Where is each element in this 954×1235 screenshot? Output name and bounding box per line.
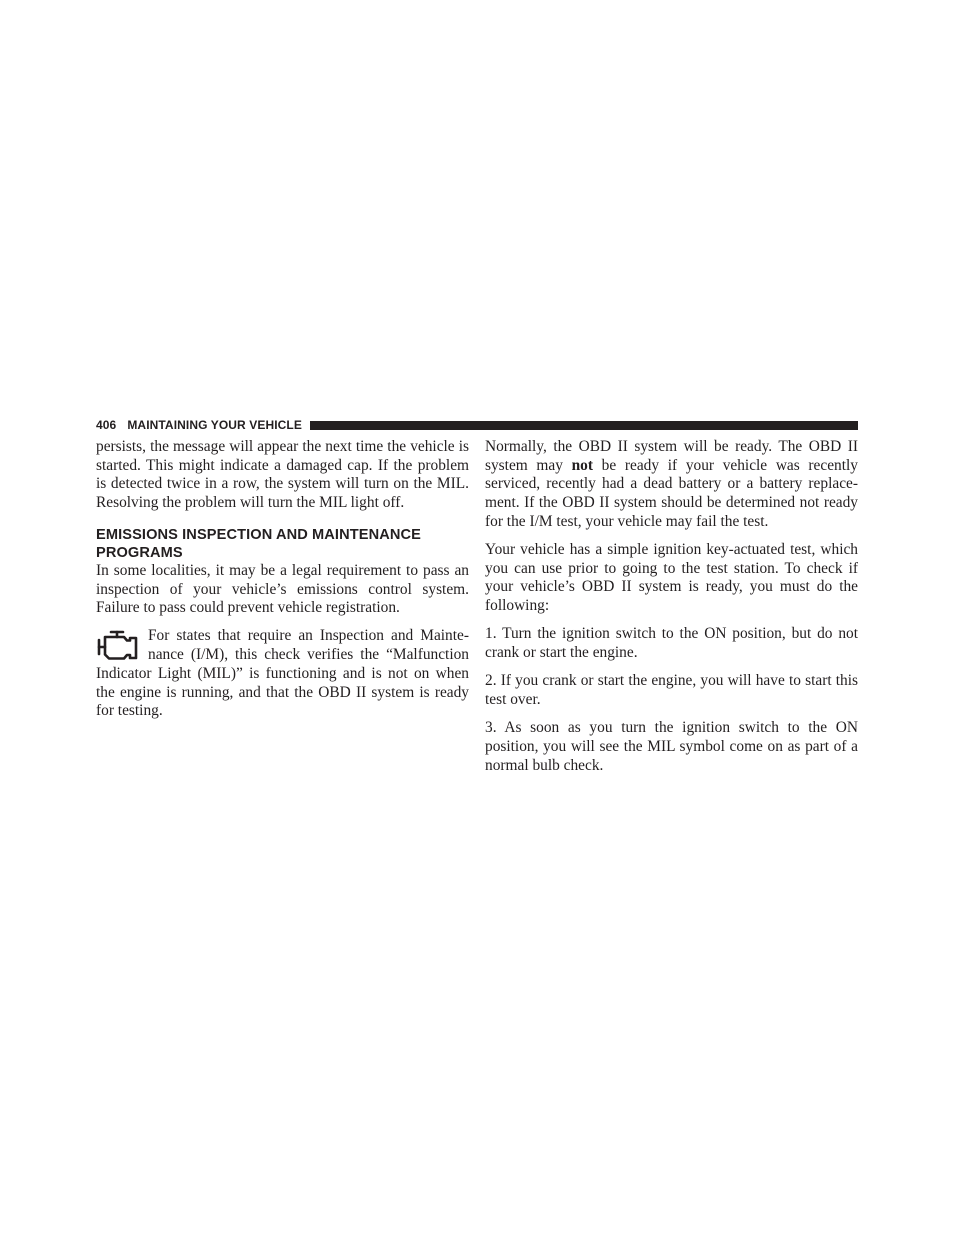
step-3: 3. As soon as you turn the ignition switch to the ON position, you will see the MIL symbol come on as part of a normal bulb check. <box>485 719 858 774</box>
ignition-test-paragraph: Your vehicle has a simple ignition key-actuated test, which you can use prior to going to the test station. To check if your vehicle’s OBD II system is ready, you must do the following: <box>485 541 858 615</box>
page-header <box>96 416 858 434</box>
inspection-paragraph: In some localities, it may be a legal requirement to pass an inspection of your vehicle’s emissions control system. Failure to pass could prevent vehicle registration. <box>96 561 469 617</box>
step-2: 2. If you crank or start the engine, you will have to start this test over. <box>485 672 858 708</box>
check-engine-icon <box>96 629 140 663</box>
right-column <box>485 438 858 785</box>
left-column <box>96 438 469 730</box>
obd-text-a: Normally, the OBD II system will be ready. The OBD II system may <box>485 438 858 474</box>
obd-text-b: be ready if your vehicle was recently serviced, recently had a dead battery or a battery replacement. If the OBD II system should be determined not ready for the I/M test, your vehicle may fail the test. <box>485 456 858 530</box>
obd-ready-paragraph <box>485 438 858 532</box>
section-heading <box>96 526 469 562</box>
heading-line-1: EMISSIONS INSPECTION AND MAINTENANCE <box>96 526 421 543</box>
step-1: 1. Turn the ignition switch to the ON position, but do not crank or start the engine. <box>485 625 858 662</box>
header-rule <box>310 421 858 430</box>
page-number: 406 <box>96 418 117 432</box>
mil-paragraph-text: For states that require an Inspection and Maintenance (I/M), this check verifies the “Malfunction Indicator Light (MIL)” is functioning and is not on when the engine is running, and that the OBD II system is ready for testing. <box>96 627 469 720</box>
mil-paragraph <box>96 627 469 721</box>
section-title: MAINTAINING YOUR VEHICLE <box>127 418 302 432</box>
heading-line-2: PROGRAMS <box>96 544 183 561</box>
obd-text-bold: not <box>571 456 593 474</box>
continued-paragraph: persists, the message will appear the next time the vehicle is started. This might indicate a damaged cap. If the problem is detected twice in a row, the system will turn on the MIL. Resolving the problem will turn the MIL light off. <box>96 438 469 512</box>
